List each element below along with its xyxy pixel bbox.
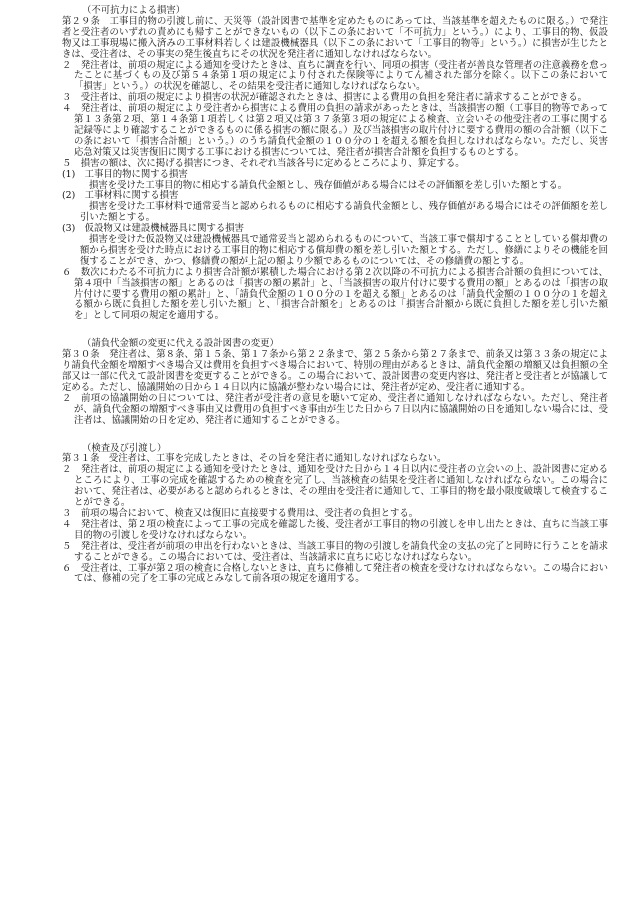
item-2-label: (2) 工事材料に関する損害 — [62, 190, 179, 202]
paragraph-5: ５ 損害の額は、次に掲げる損害につき、それぞれ当該各号に定めるところにより、算定する。 — [62, 157, 465, 169]
section-force-majeure — [62, 6, 608, 322]
paragraph-2: ２ 前項の協議開始の日については、発注者が受注者の意見を聴いて定め、受注者に通知しなければならない。ただし、発注者が、請負代金額の増額すべき事由又は費用の負担すべき事由が生じた日から７日以内に協議開始の日を通知しない場合には、受注者は、協議開始の日を定め、発注者に通知することができる。 — [62, 392, 609, 426]
section-gap — [62, 322, 608, 339]
section-heading: （検査及び引渡し） — [82, 442, 167, 454]
paragraph-4: ４ 発注者は、第２項の検査によって工事の完成を確認した後、受注者が工事目的物の引渡しを申し出たときは、直ちに当該工事目的物の引渡しを受けなければならない。 — [62, 518, 608, 541]
item-1-text: 損害を受けた工事目的物に相応する請負代金額とし、残存価値がある場合にはその評価額を差し引いた額とする。 — [89, 179, 568, 191]
section-gap — [62, 427, 608, 444]
paragraph-3: ３ 受注者は、前項の規定により損害の状況が確認されたときは、損害による費用の負担を発注者に請求することができる。 — [62, 92, 588, 104]
section-inspection-delivery — [62, 444, 608, 586]
paragraph-3: ３ 前項の場合において、検査又は復旧に直接要する費用は、受注者の負担とする。 — [62, 507, 419, 519]
paragraph-4: ４ 発注者は、前項の規定により受注者から損害による費用の負担の請求があったときは、当該損害の額（工事目的物等であって第１３条第２項、第１４条第１項若しくは第２項又は第３７条第３項の規定による検査、立会いその他受注者の工事に関する記録等により確認することができるものに係る損害の額に限る。）及び当該損害の取片付けに要する費用の額の合計額（以下この条において「損害合計額」という。）のうち請負代金額の１００分の１を超える額を負担しなければならない。ただし、災害応急対策又は災害復旧に関する工事における損害については、発注者が損害合計額を負担するものとする。 — [62, 103, 608, 158]
item-1-label: (1) 工事目的物に関する損害 — [62, 168, 188, 180]
article-30: 第３０条 発注者は、第８条、第１５条、第１７条から第２２条まで、第２５条から第２７条まで、前条又は第３３条の規定により請負代金額を増額すべき場合又は費用を負担すべき場合において、特別の理由があるときは、請負代金額の増額又は負担額の全部又は一部に代えて設計図書を変更することができる。この場合において、設計図書の変更内容は、発注者と受注者とが協議して定める。ただし、協議開始の日から１４日以内に協議が整わない場合には、発注者が定め、受注者に通知する。 — [62, 349, 608, 393]
article-29: 第２９条 工事目的物の引渡し前に、天災等（設計図書で基準を定めたものにあっては、当該基準を超えたものに限る。）で発注者と受注者のいずれの責めにも帰すことができないもの（以下この条において「不可抗力」という。）により、工事目的物、仮設物又は工事現場に搬入済みの工事材料若しくは建設機械器具（以下この条において「工事目的物等」という。）に損害が生じたときは、受注者は、その事実の発生後直ちにその状況を発注者に通知しなければならない。 — [62, 15, 608, 60]
paragraph-5: ５ 発注者は、受注者が前項の申出を行わないときは、当該工事目的物の引渡しを請負代金の支払の完了と同時に行うことを請求することができる。この場合においては、受注者は、当該請求に直ちに応じなければならない。 — [62, 540, 608, 563]
section-design-change — [62, 339, 608, 426]
paragraph-2: ２ 発注者は、前項の規定による通知を受けたときは、直ちに調査を行い、同項の損害（受注者が善良な管理者の注意義務を怠ったことに基づくもの及び第５４条第１項の規定により付された保険等によりてん補された部分を除く。以下この条において「損害」という。）の状況を確認し、その結果を受注者に通知しなければならない。 — [62, 59, 608, 93]
paragraph-6: ６ 受注者は、工事が第２項の検査に合格しないときは、直ちに修補して発注者の検査を受けなければならない。この場合においては、修補の完了を工事の完成とみなして前各項の規定を適用する。 — [62, 562, 608, 585]
item-3-text: 損害を受けた仮設物又は建設機械器具で通常妥当と認められるものについて、当該工事で償却することとしている償却費の額から損害を受けた時点における工事目的物に相応する償却費の額を差し引いた額とする。ただし、修繕によりその機能を回復することができ、かつ、修繕費の額が上記の額より少額であるものについては、その修繕費の額とする。 — [80, 234, 608, 267]
paragraph-2: ２ 発注者は、前項の規定による通知を受けたときは、通知を受けた日から１４日以内に受注者の立会いの上、設計図書に定めるところにより、工事の完成を確認するための検査を完了し、当該検査の結果を受注者に通知しなければならない。この場合において、発注者は、必要があると認められるときは、その理由を受注者に通知して、工事目的物を最小限度破壊して検査することができる。 — [62, 464, 609, 509]
item-2-text: 損害を受けた工事材料で通常妥当と認められるものに相応する請負代金額とし、残存価値がある場合にはその評価額を差し引いた額とする。 — [80, 201, 608, 224]
paragraph-6: ６ 数次にわたる不可抗力により損害合計額が累積した場合における第２次以降の不可抗力による損害合計額の負担については、第４項中「当該損害の額」とあるのは「損害の額の累計」と、「当該損害の取片付けに要する費用の額」とあるのは「損害の取片付けに要する費用の額の累計」と、「請負代金額の１００分の１を超える額」とあるのは「請負代金額の１００分の１を超える額から既に負担した額を差し引いた額」と、「損害合計額を」とあるのは「損害合計額から既に負担した額を差し引いた額を」として同項の規定を適用する。 — [62, 266, 608, 322]
section-heading: （請負代金額の変更に代える設計図書の変更） — [82, 338, 279, 350]
article-31: 第３１条 受注者は、工事を完成したときは、その旨を発注者に通知しなければならない。 — [62, 453, 447, 465]
section-heading: （不可抗力による損害） — [82, 5, 186, 16]
item-3-label: (3) 仮設物又は建設機械器具に関する損害 — [62, 223, 245, 235]
